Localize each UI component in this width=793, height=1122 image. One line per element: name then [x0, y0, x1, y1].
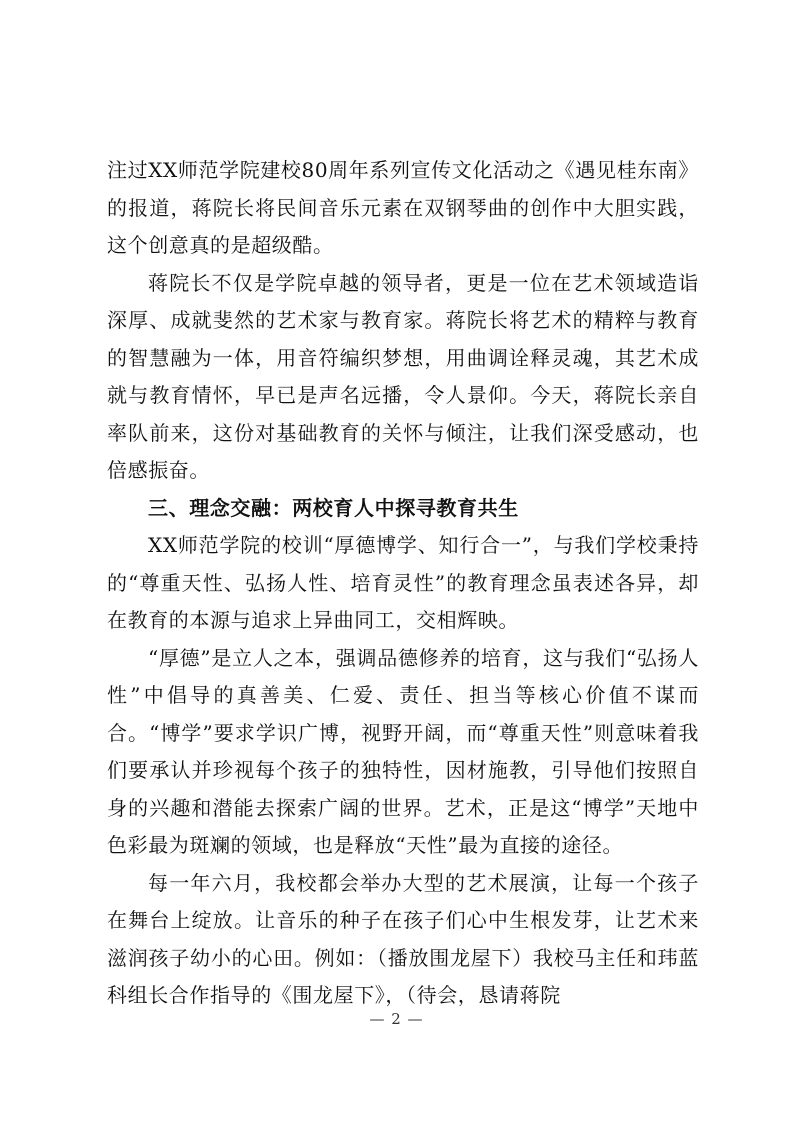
- document-body: [107, 152, 699, 1015]
- paragraph-virtue-learning: “厚德”是立人之本，强调品德修养的培育，这与我们“弘扬人性”中倡导的真善美、仁爱、责任、担当等核心价值不谋而合。“博学”要求学识广博，视野开阔，而“尊重天性”则意味着我们要承认并珍视每个孩子的独特性，因材施教，引导他们按照自身的兴趣和潜能去探索广阔的世界。艺术，正是这“博学”天地中色彩最为斑斓的领域，也是释放“天性”最为直接的途径。: [107, 645, 699, 857]
- paragraph-school-motto: XX师范学院的校训“厚德博学、知行合一”，与我们学校秉持的“尊重天性、弘扬人性、培育灵性”的教育理念虽表述各异，却在教育的本源与追求上异曲同工，交相辉映。: [107, 533, 699, 632]
- section-heading: 三、理念交融：两校育人中探寻教育共生: [148, 495, 519, 520]
- paragraph-art-performance: 每一年六月，我校都会举办大型的艺术展演，让每一个孩子在舞台上绽放。让音乐的种子在孩子们心中生根发芽，让艺术来滋润孩子幼小的心田。例如：（播放围龙屋下）我校马主任和玮蓝科组长合作指导的《围龙屋下》，（待会，恳请蒋院: [107, 870, 699, 1007]
- page-number: — 2 —: [369, 1010, 424, 1028]
- paragraph-dean-introduction: 蒋院长不仅是学院卓越的领导者，更是一位在艺术领域造诣深厚、成就斐然的艺术家与教育家。蒋院长将艺术的精粹与教育的智慧融为一体，用音符编织梦想，用曲调诠释灵魂，其艺术成就与教育情怀，早已是声名远播，令人景仰。今天，蒋院长亲自率队前来，这份对基础教育的关怀与倾注，让我们深受感动，也倍感振奋。: [107, 270, 699, 482]
- paragraph-continued: 注过XX师范学院建校80周年系列宣传文化活动之《遇见桂东南》的报道，蒋院长将民间音乐元素在双钢琴曲的创作中大胆实践，这个创意真的是超级酷。: [107, 158, 699, 257]
